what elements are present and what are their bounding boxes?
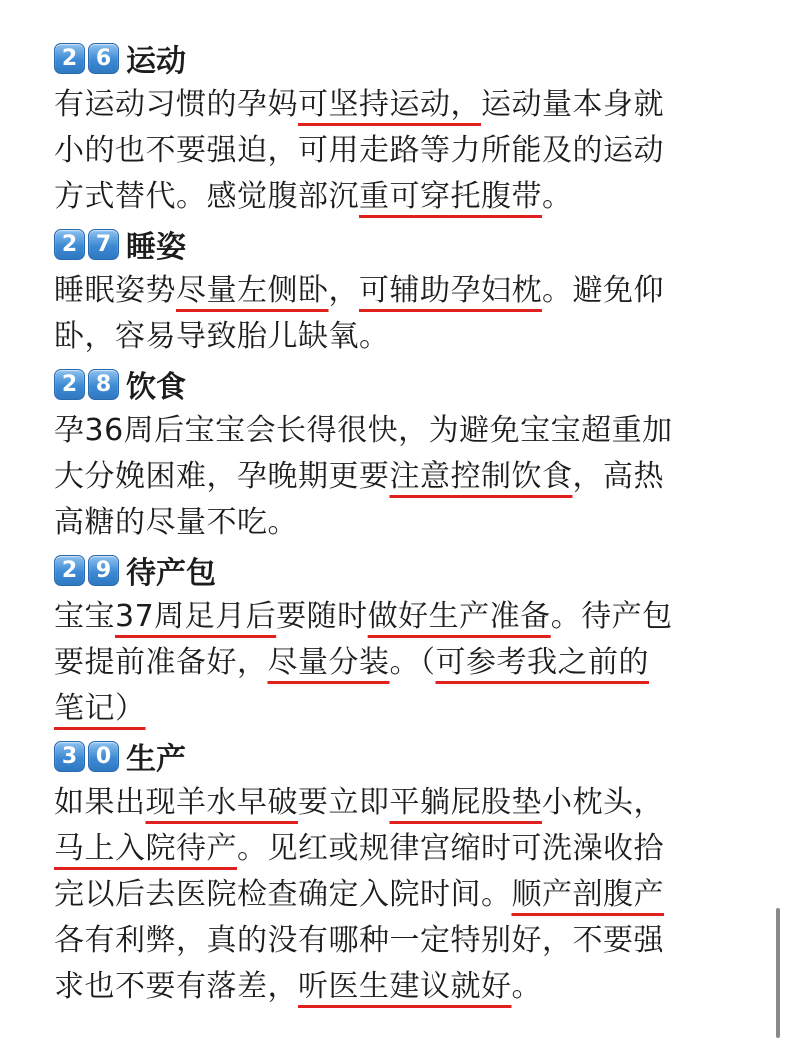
text-segment: 方式替代。感觉腹部沉 <box>54 179 359 214</box>
section <box>54 546 744 732</box>
text-segment: 大分娩困难，孕晚期更要 <box>54 459 390 494</box>
text-segment: 睡眠姿势 <box>54 273 176 308</box>
text-segment: 要随时 <box>276 599 368 634</box>
text-line <box>54 408 744 454</box>
text-line <box>54 640 744 686</box>
text-segment: 。见红或规律宫缩时可洗澡收拾 <box>237 831 664 866</box>
text-segment: 。（ <box>389 645 436 680</box>
text-line <box>54 780 744 826</box>
text-segment: 小的也不要强迫，可用走路等力所能及的运动 <box>54 133 664 168</box>
section-title: 待产包 <box>126 556 216 591</box>
highlighted-phrase: 可坚持运动， <box>298 87 481 122</box>
section-heading <box>54 732 744 780</box>
section-body <box>54 82 744 220</box>
section-body <box>54 594 744 732</box>
text-segment: 孕36周后宝宝会长得很快，为避免宝宝超重加 <box>54 413 673 448</box>
keycap-digit-icon: 7 <box>88 229 119 260</box>
text-segment: 高糖的尽量不吃。 <box>54 505 298 540</box>
text-segment: 运动量本身就 <box>481 87 664 122</box>
text-segment: 完以后去医院检查确定入院时间。 <box>54 877 512 912</box>
text-segment: 小枕头， <box>542 785 664 820</box>
highlighted-phrase: 现羊水早破 <box>145 785 298 820</box>
text-segment: 有运动习惯的孕妈 <box>54 87 298 122</box>
highlighted-phrase: 可辅助孕妇枕 <box>359 273 542 308</box>
highlighted-phrase: 顺产剖腹产 <box>511 877 664 912</box>
text-segment: 。待产包 <box>550 599 673 634</box>
text-line <box>54 174 744 220</box>
keycap-digit-icon: 9 <box>88 555 119 586</box>
highlighted-phrase: 平躺屁股垫 <box>389 785 542 820</box>
text-line <box>54 964 744 1010</box>
section <box>54 220 744 360</box>
keycap-digit-icon: 0 <box>88 741 119 772</box>
text-line <box>54 918 744 964</box>
section-body <box>54 780 744 1010</box>
keycap-digit-icon: 2 <box>54 229 85 260</box>
keycap-digit-icon: 2 <box>54 369 85 400</box>
text-segment: 卧，容易导致胎儿缺氧。 <box>54 319 390 354</box>
text-segment: 求也不要有落差， <box>54 969 298 1004</box>
text-segment: ， <box>328 273 359 308</box>
text-line <box>54 314 744 360</box>
keycap-digit-icon: 3 <box>54 741 85 772</box>
section-title: 生产 <box>126 742 186 777</box>
section-heading <box>54 360 744 408</box>
text-line <box>54 500 744 546</box>
section <box>54 34 744 220</box>
text-line <box>54 594 744 640</box>
text-segment: 。避免仰 <box>542 273 664 308</box>
text-segment: ，高热 <box>572 459 664 494</box>
keycap-digit-icon: 2 <box>54 555 85 586</box>
text-line <box>54 826 744 872</box>
text-segment: 各有利弊，真的没有哪种一定特别好，不要强 <box>54 923 664 958</box>
text-line <box>54 268 744 314</box>
highlighted-phrase: 笔记） <box>54 691 146 726</box>
scrollbar[interactable] <box>776 908 780 1038</box>
highlighted-phrase: 听医生建议就好 <box>298 969 512 1004</box>
section <box>54 732 744 1010</box>
section-title: 睡姿 <box>126 230 186 265</box>
highlighted-phrase: 马上入院待产 <box>54 831 237 866</box>
text-segment: 如果出 <box>54 785 146 820</box>
text-segment: 要立即 <box>298 785 390 820</box>
text-line <box>54 872 744 918</box>
highlighted-phrase: 做好生产准备 <box>367 599 551 634</box>
section-heading <box>54 546 744 594</box>
highlighted-phrase: 重可穿托腹带 <box>359 179 542 214</box>
keycap-digit-icon: 8 <box>88 369 119 400</box>
section-title: 运动 <box>126 44 186 79</box>
text-segment: 宝宝 <box>54 599 115 634</box>
keycap-digit-icon: 2 <box>54 43 85 74</box>
text-line <box>54 686 744 732</box>
highlighted-phrase: 尽量左侧卧 <box>176 273 329 308</box>
section-title: 饮食 <box>126 370 186 405</box>
text-line <box>54 454 744 500</box>
highlighted-phrase: 可参考我之前的 <box>435 645 649 680</box>
section-heading <box>54 220 744 268</box>
text-segment: 。 <box>542 179 573 214</box>
section-body <box>54 408 744 546</box>
highlighted-phrase: 37周足月后 <box>115 599 277 634</box>
section <box>54 360 744 546</box>
section-body <box>54 268 744 360</box>
text-line <box>54 128 744 174</box>
text-segment: 。 <box>511 969 542 1004</box>
text-line <box>54 82 744 128</box>
keycap-digit-icon: 6 <box>88 43 119 74</box>
note-content <box>54 34 744 1010</box>
highlighted-phrase: 尽量分装 <box>267 645 390 680</box>
highlighted-phrase: 注意控制饮食 <box>389 459 573 494</box>
text-segment: 要提前准备好， <box>54 645 268 680</box>
section-heading <box>54 34 744 82</box>
